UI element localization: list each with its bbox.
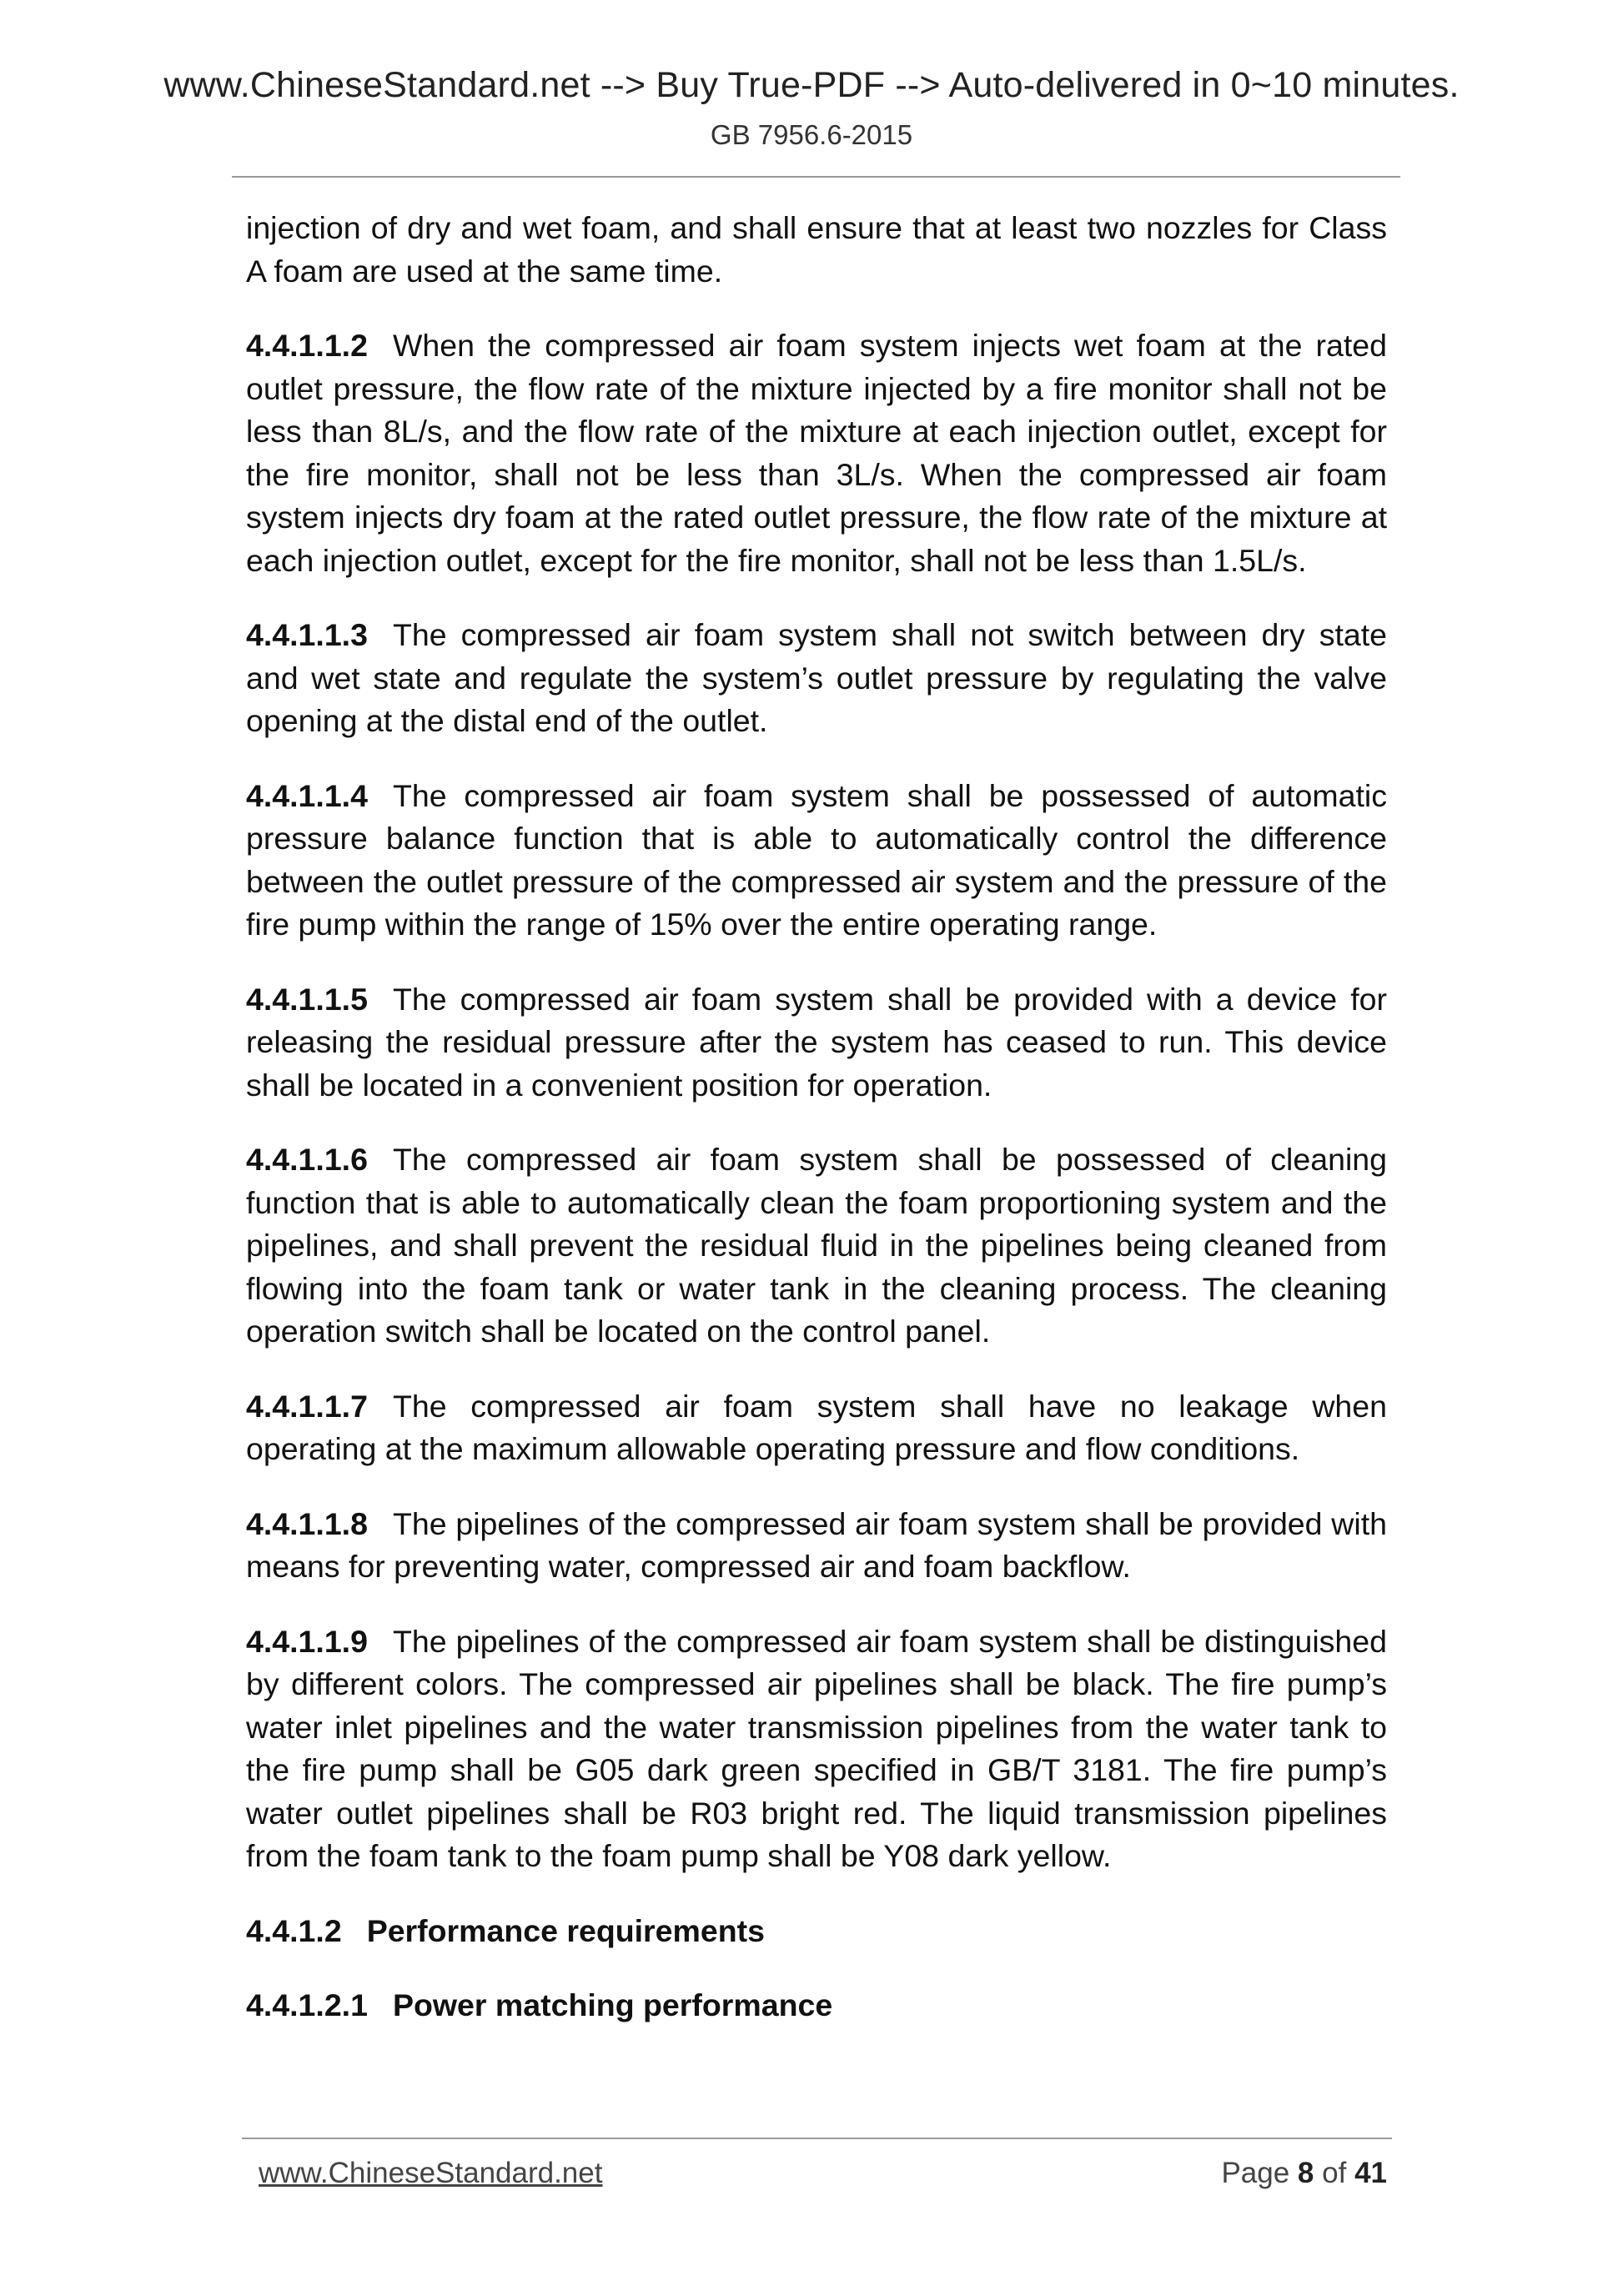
clause-number: 4.4.1.1.8 [246,1505,368,1541]
clause-4-4-1-1-6 [246,1138,1387,1354]
header-divider [232,176,1400,178]
section-heading-4-4-1-2-1 [246,1984,1387,2027]
clause-text: The compressed air foam system shall not switch between dry state and wet state and regulate the system’s outlet pressure by regulating the valve opening at the distal end of the outlet. [246,617,1387,738]
clause-text: The pipelines of the compressed air foam system shall be provided with means for preventing water, compressed air and foam backflow. [246,1505,1387,1584]
standard-code: GB 7956.6-2015 [710,119,913,150]
clause-4-4-1-1-4 [246,775,1387,947]
clause-number: 4.4.1.1.5 [246,981,368,1017]
page-current: 8 [1297,2157,1314,2189]
page-total: 41 [1354,2157,1387,2189]
clause-number: 4.4.1.1.7 [246,1388,368,1424]
paragraph-continuation [246,207,1387,293]
clause-text: The pipelines of the compressed air foam system shall be distinguished by different colors. The compressed air pipelines shall be black. The fire pump’s water inlet pipelines and the water transmission pipelines from the water tank to the fire pump shall be G05 dark green specified in GB/T 3181. The fire pump’s water outlet pipelines shall be R03 bright red. The liquid transmission pipelines from the foam tank to the foam pump shall be Y08 dark yellow. [246,1623,1387,1873]
footer-website-link[interactable]: www.ChineseStandard.net [259,2157,603,2189]
heading-text: Power matching performance [392,1987,833,2022]
clause-4-4-1-1-9 [246,1620,1387,1878]
page-of-label: of [1322,2157,1347,2189]
clause-number: 4.4.1.1.6 [246,1142,368,1177]
header-banner: www.ChineseStandard.net --> Buy True-PDF --> Auto-delivered in 0~10 minutes. [163,65,1460,105]
heading-number: 4.4.1.2.1 [246,1987,368,2022]
page-body [246,207,1387,2059]
clause-4-4-1-1-7 [246,1385,1387,1471]
clause-number: 4.4.1.1.3 [246,617,368,652]
paragraph-text: injection of dry and wet foam, and shall ensure that at least two nozzles for Class A foam are used at the same time. [246,210,1387,289]
clause-text: When the compressed air foam system injects wet foam at the rated outlet pressure, the flow rate of the mixture injected by a fire monitor shall not be less than 8L/s, and the flow rate of the mixture at each injection outlet, except for the fire monitor, shall not be less than 3L/s. When the compressed air foam system injects dry foam at the rated outlet pressure, the flow rate of the mixture at each injection outlet, except for the fire monitor, shall not be less than 1.5L/s. [246,328,1387,578]
clause-4-4-1-1-5 [246,978,1387,1108]
page-label: Page [1221,2157,1290,2189]
clause-4-4-1-1-8 [246,1503,1387,1589]
heading-text: Performance requirements [366,1912,765,1948]
clause-text: The compressed air foam system shall have no leakage when operating at the maximum allowable operating pressure and flow conditions. [246,1388,1387,1466]
clause-number: 4.4.1.1.2 [246,328,368,363]
page-indicator [1221,2157,1387,2190]
clause-4-4-1-1-3 [246,614,1387,743]
section-heading-4-4-1-2 [246,1910,1387,1953]
clause-text: The compressed air foam system shall be possessed of cleaning function that is able to automatically clean the foam proportioning system and the pipelines, and shall prevent the residual fluid in the pipelines being cleaned from flowing into the foam tank or water tank in the cleaning process. The cleaning operation switch shall be located on the control panel. [246,1142,1387,1349]
clause-number: 4.4.1.1.9 [246,1623,368,1659]
heading-number: 4.4.1.2 [246,1912,342,1948]
clause-text: The compressed air foam system shall be possessed of automatic pressure balance function that is able to automatically control the difference between the outlet pressure of the compressed air system and the pressure of the fire pump within the range of 15% over the entire operating range. [246,777,1387,942]
footer-divider [242,2138,1392,2139]
clause-4-4-1-1-2 [246,324,1387,582]
clause-number: 4.4.1.1.4 [246,777,368,813]
clause-text: The compressed air foam system shall be provided with a device for releasing the residual pressure after the system has ceased to run. This device shall be located in a convenient position for operation. [246,981,1387,1103]
